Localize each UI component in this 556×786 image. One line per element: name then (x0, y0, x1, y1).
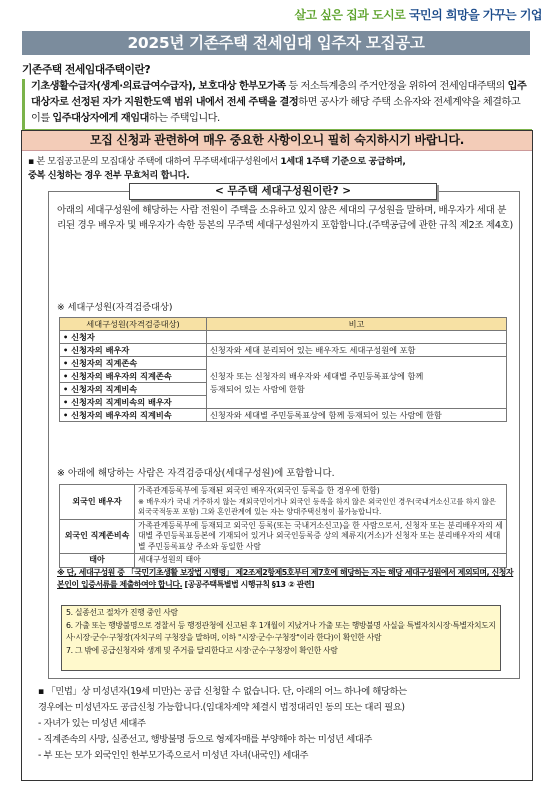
slogan (294, 6, 542, 23)
table-row (60, 357, 507, 370)
table-cell: 신청자와 세대별 주민등록표상에 함께 등재되어 있는 사람에 한함 (207, 409, 507, 422)
table-cell: • 신청자의 직계비속 (60, 383, 207, 396)
table-cell: • 신청자의 배우자의 직계존속 (60, 370, 207, 383)
notice-panel (21, 130, 533, 781)
section-paragraph: 아래의 세대구성원에 해당하는 사람 전원이 주택을 소유하고 있지 않은 세대의 구성원을 말하며, 배우자가 세대 분리된 경우 배우자 및 배우자가 속한 등본의 무주택 세대구성원까지 포함합니다.(주택공급에 관한 규칙 제2조 제4호) (57, 205, 513, 231)
exception-warning (57, 567, 517, 591)
notice-header: 모집 신청과 관련하여 매우 중요한 사항이오니 필히 숙지하시기 바랍니다. (22, 131, 532, 151)
intro-body-5: 입주대상자에게 재임대 (52, 113, 149, 124)
table-header-remark: 비고 (207, 318, 507, 331)
table-cell-line1: 신청자 또는 신청자의 배우자와 세대별 주민등록표상에 함께 (210, 370, 424, 381)
table-cell: • 신청자의 배우자의 직계비속 (60, 409, 207, 422)
page-title: 2025년 기존주택 전세임대 입주자 모집공고 (22, 31, 530, 55)
table-row (60, 519, 507, 554)
table-cell: 신청자와 세대 분리되어 있는 배우자도 세대구성원에 포함 (207, 344, 507, 357)
household-member-table (59, 317, 507, 422)
table-cell-line1: 가족관계등록부에 등재된 외국인 배우자(외국인 등록을 한 경우에 한함) (138, 486, 380, 495)
exception-items-box (61, 605, 501, 671)
table-row (60, 554, 507, 568)
intro-question: 기존주택 전세임대주택이란? (22, 63, 151, 76)
list-item: ▪ 「민법」상 미성년자(19세 미만)는 공급 신청할 수 없습니다. 단, 아래의 어느 하나에 해당하는 (38, 686, 407, 697)
note-included-members: ※ 아래에 해당하는 사람은 자격검증대상(세대구성원)에 포함합니다. (57, 468, 335, 479)
section-subtitle: < 무주택 세대구성원이란? > (129, 183, 437, 200)
table-header-member: 세대구성원(자격검증대상) (60, 318, 207, 331)
table-row-head: 외국인 직계존비속 (60, 519, 135, 554)
intro-section (22, 62, 532, 130)
table-cell: • 신청자 (60, 331, 207, 344)
list-item: - 직계존속의 사망, 실종선고, 행방불명 등으로 형제자매를 부양해야 하는 미성년 세대주 (38, 734, 372, 745)
intro-body-6: 하는 주택입니다. (148, 113, 220, 124)
intro-body (22, 79, 532, 130)
notice-paragraph (28, 155, 526, 183)
notice-p1-a: ▪ 본 모집공고문의 모집대상 주택에 대하여 무주택세대구성원에서 (28, 156, 281, 167)
notice-p1-c: 중복 신청하는 경우 전부 무효처리 합니다. (28, 170, 190, 181)
warning-main: ※ 단, 세대구성원 중 「국민기초생활 보장법 시행령」 제2조제2항제5호부터 제7호에 해당하는 자는 해당 세대구성원에서 제외되며, 신청자 본인이 입증서류를 제출하여야 합니다. (57, 568, 514, 589)
table-row (60, 409, 507, 422)
warning-reference: [공공주택특별법 시행규칙 §13 ② 관련] (182, 580, 315, 589)
list-item: - 부 또는 모가 외국인인 한부모가족으로서 미성년 자녀(내국인) 세대주 (38, 750, 309, 761)
table-cell: • 신청자의 배우자 (60, 344, 207, 357)
intro-body-4: 하면 공사가 해당 주택 소유자와 전세계약을 체결하고 이를 (31, 97, 521, 124)
table-cell-line2: ※ 배우자가 국내 거주하지 않는 재외국민이거나 외국인 등록을 하지 않은 외국인인 경우(국내거소신고를 하지 않은 외국국적동포 포함) 그와 혼인관계에 있는 자는 양대주택신청이 불가능합니다. (138, 496, 496, 516)
notice-p1-b: 1세대 1주택 기준으로 공급하며, (280, 156, 406, 167)
table-cell (207, 331, 507, 344)
table-row-head: 태아 (60, 554, 135, 568)
list-item: - 자녀가 있는 미성년 세대주 (38, 718, 146, 729)
table-cell: • 신청자의 직계존속 (60, 357, 207, 370)
list-item: 5. 실종선고 절차가 진행 중인 사람 (66, 608, 178, 617)
included-member-table (59, 484, 507, 568)
list-item: 6. 가출 또는 행방불명으로 경찰서 등 행정관청에 신고된 후 1개월이 지났거나 가출 또는 행방불명 사실을 특별자치시장·특별자치도지사·시장·군수·구청장(자치구의 구청장을 말하며, 이하 "시장·군수·구청장"이라 한다)이 확인한 사람 (66, 620, 496, 642)
list-item: 경우에는 미성년자도 공급신청 가능합니다.(임대차계약 체결시 법정대리인 동의 또는 대리 필요) (38, 702, 405, 713)
table-cell: 가족관계등록부에 등재되고 외국인 등록(또는 국내거소신고)을 한 사람으로서, 신청자 또는 분리배우자의 세대별 주민등록표등본에 기재되어 있거나 외국인등록증 상의 체류지(거소)가 신청자 또는 분리배우자의 세대별 주민등록표상 주소와 동일한 사람 (135, 519, 507, 554)
minor-notice (38, 684, 522, 764)
intro-body-2: 등 저소득계층의 주거안정을 위하여 전세임대주택의 (285, 81, 508, 92)
table-row (60, 344, 507, 357)
table-row (60, 485, 507, 520)
table-cell: • 신청자의 직계비속의 배우자 (60, 396, 207, 409)
slogan-part2: 국민의 희망을 가꾸는 기업 (408, 8, 542, 22)
intro-body-3: 입주대상자로 선정된 자가 지원한도액 범위 내에서 전세 주택을 결정 (31, 81, 527, 108)
list-item: 7. 그 밖에 공급신청자와 생계 및 주거를 달리한다고 시장·군수·구청장이 확인한 사람 (66, 645, 338, 655)
table-cell-merged (207, 357, 507, 409)
table-cell: 세대구성원의 태아 (135, 554, 507, 568)
note-household-members: ※ 세대구성원(자격검증대상) (57, 302, 173, 313)
household-member-frame (48, 185, 520, 679)
table-cell-line2: 등재되어 있는 사람에 한함 (210, 383, 305, 394)
table-row-head: 외국인 배우자 (60, 485, 135, 520)
slogan-part1: 살고 싶은 집과 도시로 (294, 8, 406, 22)
intro-body-1: 기초생활수급자(생계·의료급여수급자), 보호대상 한부모가족 (31, 81, 286, 92)
table-row (60, 331, 507, 344)
table-cell (135, 485, 507, 520)
